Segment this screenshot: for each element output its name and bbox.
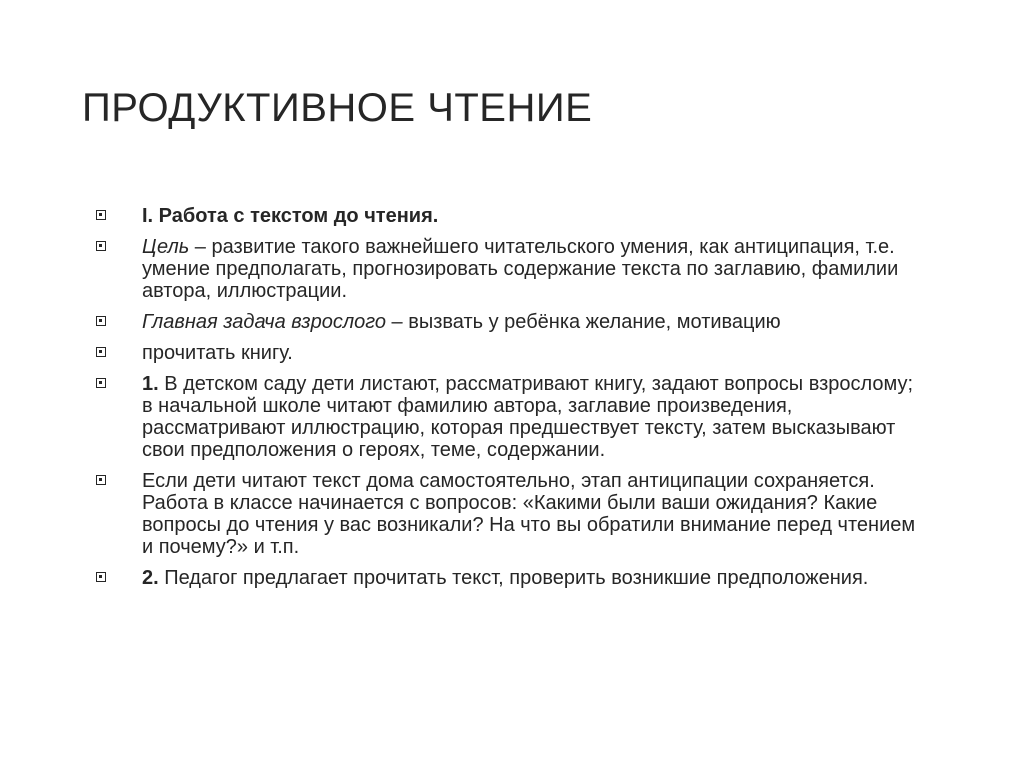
bullet-bold: 1. — [142, 373, 159, 395]
bullet-list — [96, 205, 916, 598]
bullet-item — [96, 373, 916, 461]
bullet-text: прочитать книгу. — [142, 342, 293, 364]
square-bullet-icon — [96, 316, 106, 326]
square-bullet-icon — [96, 210, 106, 220]
square-bullet-icon — [96, 347, 106, 357]
bullet-bold: 2. — [142, 567, 159, 589]
square-bullet-icon — [96, 241, 106, 251]
bullet-item — [96, 470, 916, 558]
slide-title: ПРОДУКТИВНОЕ ЧТЕНИЕ — [82, 86, 593, 130]
bullet-italic: Цель — [142, 236, 190, 258]
bullet-item — [96, 567, 916, 589]
bullet-italic: Главная задача взрослого — [142, 311, 386, 333]
bullet-text: Педагог предлагает прочитать текст, проверить возникшие предположения. — [158, 567, 869, 589]
bullet-text: В детском саду дети листают, рассматривают книгу, задают вопросы взрослому; в начальной школе читают фамилию автора, заглавие произведения, рассматривают иллюстрацию, которая предшествует тексту, затем высказывают свои предположения о героях, теме, содержании. — [142, 373, 914, 461]
bullet-item — [96, 311, 916, 333]
bullet-item — [96, 205, 916, 227]
square-bullet-icon — [96, 572, 106, 582]
bullet-item — [96, 342, 916, 364]
bullet-text: – развитие такого важнейшего читательского умения, как антиципация, т.е. умение предполагать, прогнозировать содержание текста по заглавию, фамилии автора, иллюстрации. — [142, 236, 899, 302]
bullet-item — [96, 236, 916, 302]
bullet-text: Если дети читают текст дома самостоятельно, этап антиципации сохраняется. Работа в классе начинается с вопросов: «Какими были ваши ожидания? Какие вопросы до чтения у вас возникали? На что вы обратили внимание перед чтением и почему?» и т.п. — [142, 470, 916, 558]
bullet-bold: I. Работа с текстом до чтения. — [142, 205, 439, 227]
bullet-text: – вызвать у ребёнка желание, мотивацию — [385, 311, 781, 333]
square-bullet-icon — [96, 378, 106, 388]
square-bullet-icon — [96, 475, 106, 485]
